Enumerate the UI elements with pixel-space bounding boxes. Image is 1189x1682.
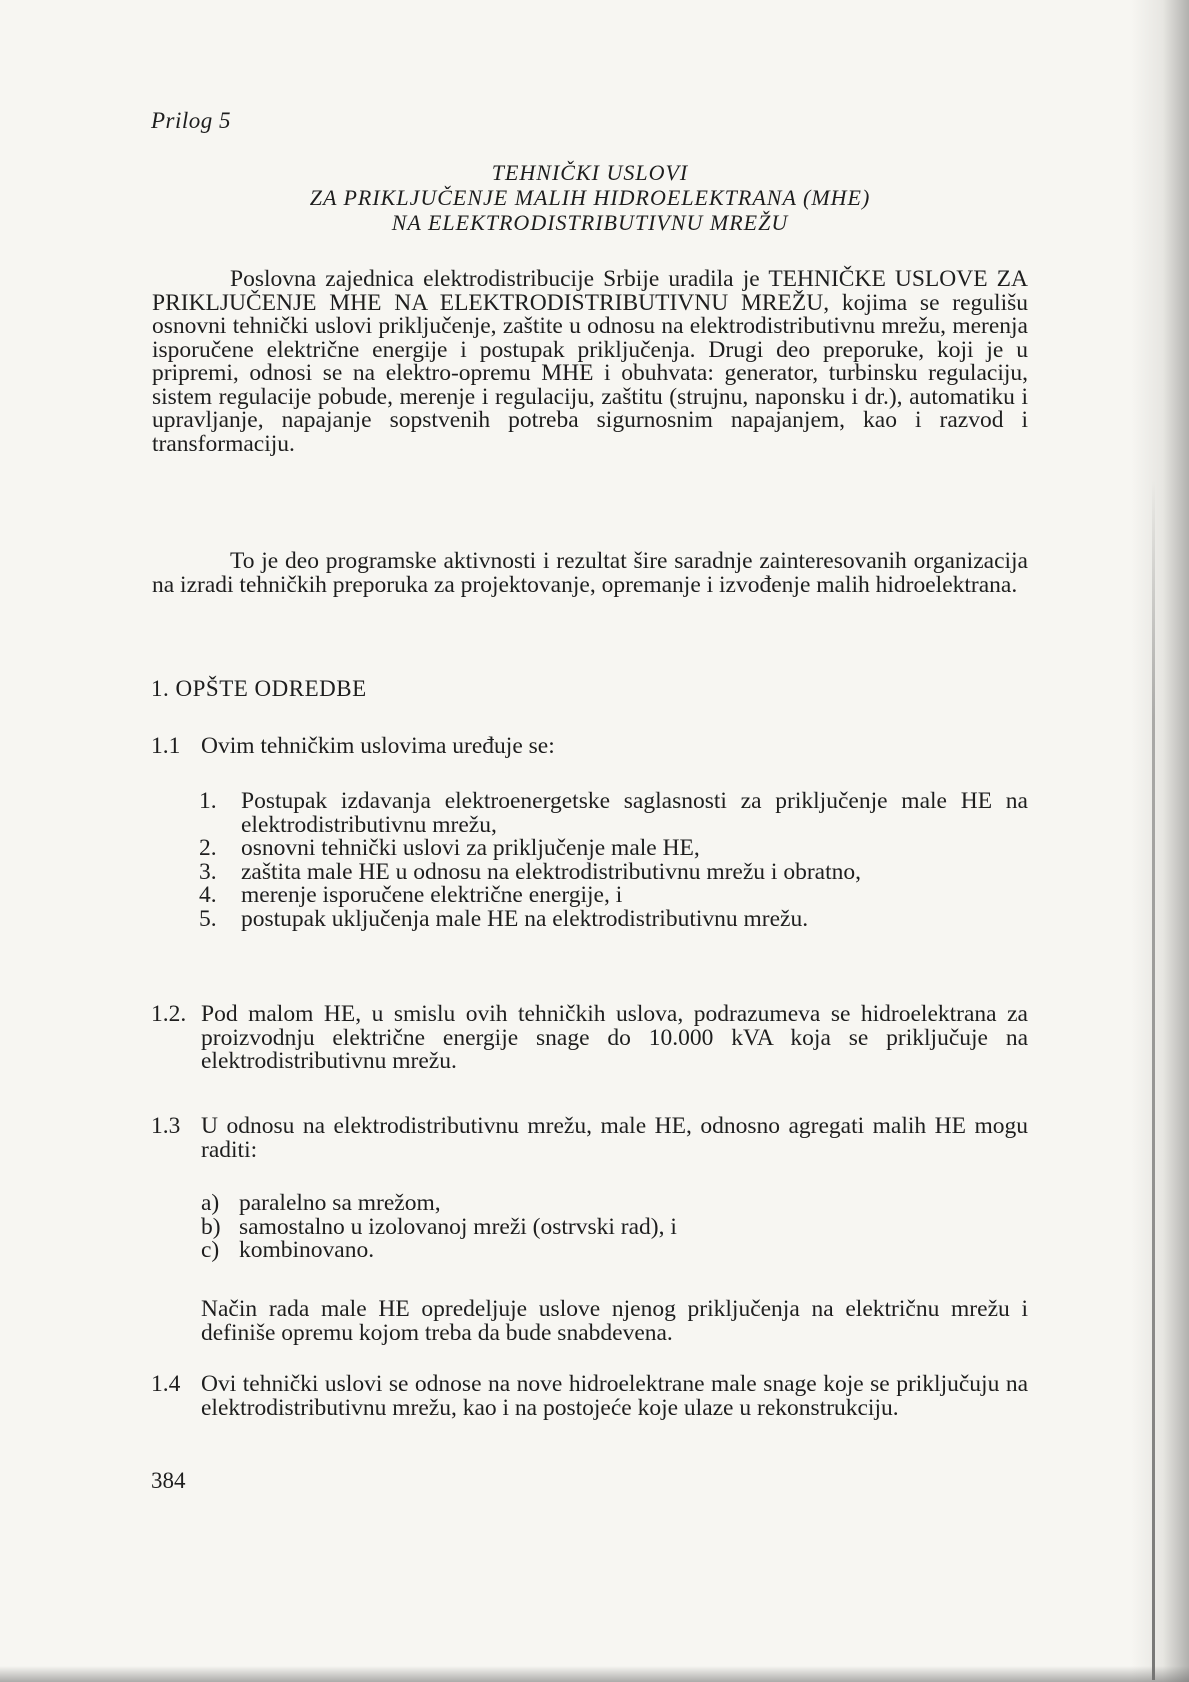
scan-shadow-right <box>1131 0 1189 1682</box>
list-item: a) paralelno sa mrežom, <box>201 1190 441 1216</box>
intro-paragraph-2: To je deo programske aktivnosti i rezultat šire saradnje zainteresovanih organizacija na izradi tehničkih preporuka za projektovanje, opremanje i izvođenje malih hidroelektrana. <box>152 548 1028 598</box>
clause-text: Ovim tehničkim uslovima uređuje se: <box>201 733 555 759</box>
clause-1-3-note: Način rada male HE opredeljuje uslove njenog priključenja na električnu mrežu i definiše opremu kojom treba da bude snabdevena. <box>201 1296 1028 1346</box>
clause-1-1-list <box>199 790 1028 931</box>
scan-shadow-bottom <box>0 1666 1189 1682</box>
list-item: 5. postupak uključenja male HE na elektrodistributivnu mrežu. <box>199 905 809 932</box>
clause-number: 1.1 <box>151 733 181 759</box>
section-heading: 1. OPŠTE ODREDBE <box>151 676 367 701</box>
title-line-3: NA ELEKTRODISTRIBUTIVNU MREŽU <box>391 210 789 235</box>
list-item: b) samostalno u izolovanoj mreži (ostrvski rad), i <box>201 1213 677 1240</box>
scan-binding-line <box>1152 480 1155 1680</box>
intro-paragraph-1: Poslovna zajednica elektrodistribucije Srbije uradila je TEHNIČKE USLOVE ZA PRIKLJUČENJE MHE NA ELEKTRODISTRIBUTIVNU MREŽU, kojima se regulišu osnovni tehnički uslovi priključenje, zaštite u odnosu na elektrodistributivnu mrežu, merenja isporučene električne energije i postupak priključenja. Drugi deo preporuke, koji je u pripremi, odnosi se na elektro-opremu MHE i obuhvata: generator, turbinsku regulaciju, sistem regulacije pobude, merenje i regulaciju, zaštitu (strujnu, naponsku i dr.), automatiku i upravljanje, napajanje sopstvenih potreba sigurnosnim napajanjem, kao i razvod i transformaciju. <box>152 266 1028 457</box>
title-line-1: TEHNIČKI USLOVI <box>491 160 689 185</box>
list-item: 3. zaštita male HE u odnosu na elektrodistributivnu mrežu i obratno, <box>199 858 861 885</box>
appendix-label: Prilog 5 <box>151 108 232 133</box>
list-item: 2. osnovni tehnički uslovi za priključenje male HE, <box>199 835 700 861</box>
list-item: c) kombinovano. <box>201 1237 375 1263</box>
list-item: 1. Postupak izdavanja elektroenergetske saglasnosti za priključenje male HE na elektrodistributivnu mrežu, <box>199 788 1028 838</box>
clause-number: 1.2. <box>151 1001 187 1027</box>
clause-text: Pod malom HE, u smislu ovih tehničkih uslova, podrazumeva se hidroelektrana za proizvodnju električne energije snage do 10.000 kVA koja se priključuje na elektrodistributivnu mrežu. <box>201 1001 1028 1074</box>
clause-number: 1.4 <box>151 1371 181 1397</box>
clause-text: U odnosu na elektrodistributivnu mrežu, male HE, odnosno agregati malih HE mogu raditi: <box>201 1113 1028 1163</box>
clause-number: 1.3 <box>151 1113 181 1139</box>
clause-1-3-list <box>201 1192 1030 1263</box>
page-number: 384 <box>151 1468 186 1493</box>
list-item: 4. merenje isporučene električne energije, i <box>199 882 623 908</box>
document-title <box>150 160 1030 235</box>
title-line-2: ZA PRIKLJUČENJE MALIH HIDROELEKTRANA (MHE) <box>309 185 871 210</box>
clause-text: Ovi tehnički uslovi se odnose na nove hidroelektrane male snage koje se priključuju na elektrodistributivnu mrežu, kao i na postojeće koje ulaze u rekonstrukciju. <box>201 1371 1028 1421</box>
